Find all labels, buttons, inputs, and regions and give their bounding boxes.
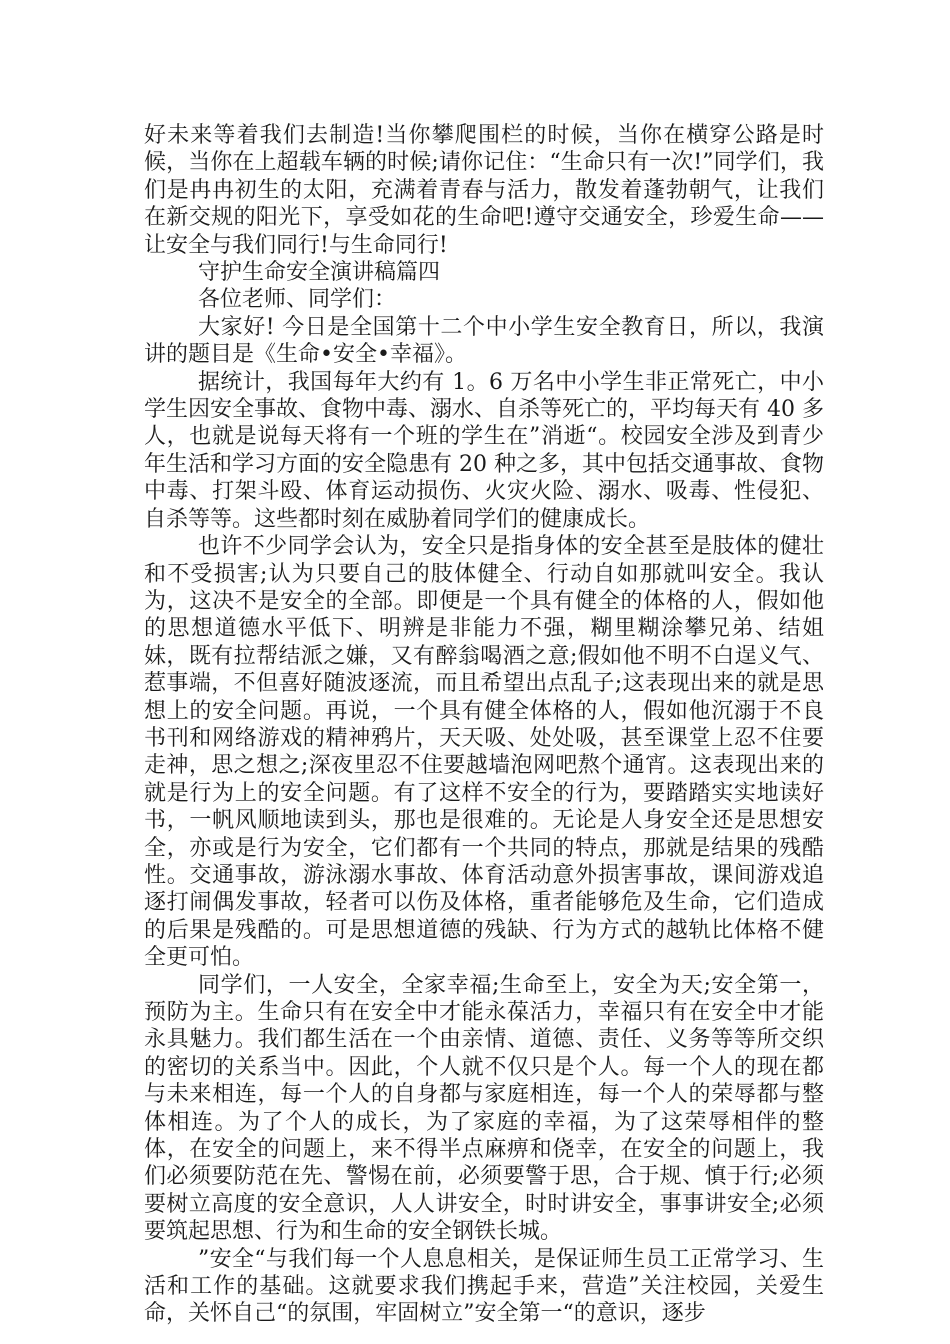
paragraph-continuation: 好未来等着我们去制造!当你攀爬围栏的时候，当你在横穿公路是时候，当你在上超载车辆的时候;请你记住：“生命只有一次!”同学们，我们是冉冉初生的太阳，充满着青春与活力，散发着蓬勃朝气，让我们在新交规的阳光下，享受如花的生命吧!遵守交通安全，珍爱生命——让安全与我们同行!与生命同行! [144, 123, 824, 258]
paragraph-safety-first: 同学们，一人安全，全家幸福;生命至上，安全为天;安全第一，预防为主。生命只有在安全中才能永葆活力，幸福只有在安全中才能永具魅力。我们都生活在一个由亲情、道德、责任、义务等等所交织的密切的关系当中。因此，个人就不仅只是个人。每一个人的现在都与未来相连，每一个人的自身都与家庭相连，每一个人的荣辱都与整体相连。为了个人的成长，为了家庭的幸福，为了这荣辱相伴的整体，在安全的问题上，来不得半点麻痹和侥幸，在安全的问题上，我们必须要防范在先、警惕在前，必须要警于思，合于规、慎于行;必须要树立高度的安全意识，人人讲安全，时时讲安全，事事讲安全;必须要筑起思想、行为和生命的安全钢铁长城。 [144, 972, 824, 1245]
paragraph-campus-safety: ”安全“与我们每一个人息息相关，是保证师生员工正常学习、生活和工作的基础。这就要求我们携起手来，营造”关注校园，关爱生命，关怀自己“的氛围，牢固树立”安全第一“的意识，逐步 [144, 1246, 824, 1327]
paragraph-greeting: 大家好! 今日是全国第十二个中小学生安全教育日，所以，我演讲的题目是《生命•安全•幸福》。 [144, 314, 824, 368]
paragraph-statistics: 据统计，我国每年大约有 1。6 万名中小学生非正常死亡，中小学生因安全事故、食物中毒、溺水、自杀等死亡的，平均每天有 40 多人，也就是说每天将有一个班的学生在”消逝“。校园安全涉及到青少年生活和学习方面的安全隐患有 20 种之多，其中包括交通事故、食物中毒、打架斗殴、体育运动损伤、火灾火险、溺水、吸毒、性侵犯、自杀等等。这些都时刻在威胁着同学们的健康成长。 [144, 369, 824, 532]
document-page [144, 122, 824, 1328]
section-heading: 守护生命安全演讲稿篇四 [198, 260, 441, 286]
salutation: 各位老师、同学们： [198, 287, 397, 313]
paragraph-safety-meaning: 也许不少同学会认为，安全只是指身体的安全甚至是肢体的健壮和不受损害;认为只要自己的肢体健全、行动自如那就叫安全。我认为，这决不是安全的全部。即便是一个具有健全的体格的人，假如他的思想道德水平低下、明辨是非能力不强，糊里糊涂攀兄弟、结姐妹，既有拉帮结派之嫌，又有醉翁喝酒之意;假如他不明不白逞义气、惹事端，不但喜好随波逐流，而且希望出点乱子;这表现出来的就是思想上的安全问题。再说，一个具有健全体格的人，假如他沉溺于不良书刊和网络游戏的精神鸦片，天天吸、处处吸，甚至课堂上忍不住要走神，思之想之;深夜里忍不住要越墙泡网吧熬个通宵。这表现出来的就是行为上的安全问题。有了这样不安全的行为，要踏踏实实地读好书，一帆风顺地读到头，那也是很难的。无论是人身安全还是思想安全，亦或是行为安全，它们都有一个共同的特点，那就是结果的残酷性。交通事故，游泳溺水事故、体育活动意外损害事故，课间游戏追逐打闹偶发事故，轻者可以伤及体格，重者能够危及生命，它们造成的后果是残酷的。可是思想道德的残缺、行为方式的越轨比体格不健全更可怕。 [144, 534, 824, 971]
